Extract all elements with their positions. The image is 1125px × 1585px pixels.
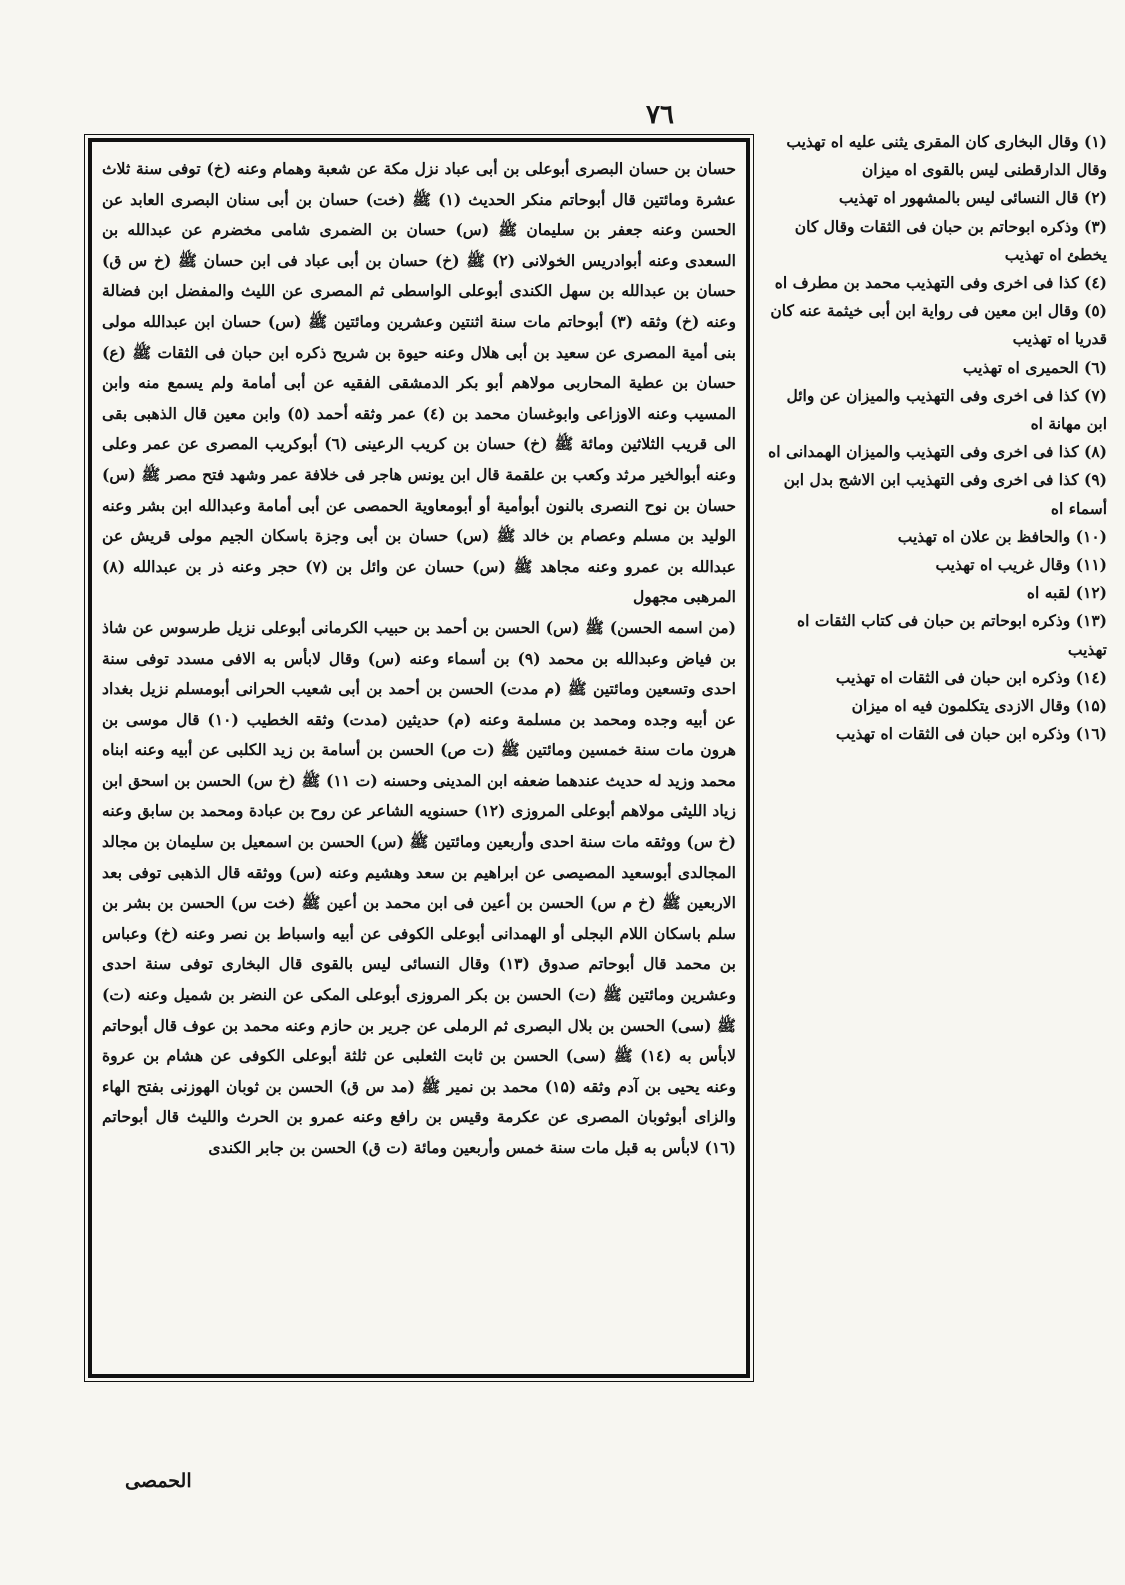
main-paragraph: حسان بن حسان البصری أبوعلی بن أبی عباد نزل مکة عن شعبة وهمام وعنه (خ) توفی سنة ثلاث عشرة ومائتین قال أبوحاتم منکر الحدیث (۱) ﷺ (خت) حسان بن أبی سنان البصری العابد عن الحسن وعنه جعفر بن سلیمان ﷺ (س) حسان بن الضمری شامی مخضرم عن عبدالله بن السعدی وعنه أبوادریس الخولانی (۲) ﷺ (خ) حسان بن أبی عباد فی ابن حسان ﷺ (خ س ق) حسان بن عبدالله بن سهل الکندی أبوعلی الواسطی ثم المصری عن اللیث والمفضل ابن فضالة وعنه (خ) وثقه (۳) أبوحاتم مات سنة اثنتین وعشرین ومائتین ﷺ (س) حسان ابن عبدالله مولی بنی أمیة المصری عن سعید بن أبی هلال وعنه حیوة بن شریح ذکره ابن حبان فی الثقات ﷺ (ع) حسان بن عطیة المحاربی مولاهم أبو بکر الدمشقی الفقیه عن أبی أمامة ولم یسمع منه وابن المسیب وعنه الاوزاعی وابوغسان محمد بن (٤) عمر وثقه أحمد (٥) وابن معین قال الذهبی بقی الی قریب الثلاثین ومائة ﷺ (خ) حسان بن کریب الرعینی (٦) أبوکریب المصری عن عمر وعلی وعنه أبوالخیر مرثد وکعب بن علقمة قال ابن یونس هاجر فی خلافة عمر وشهد فتح مصر ﷺ (س) حسان بن نوح النصری بالنون أبوأمیة أو أبومعاویة الحمصی عن أبی أمامة وعبدالله ابن بشر وعنه الولید بن مسلم وعصام بن خالد ﷺ (س) حسان بن أبی وجزة باسکان الجیم مولی قریش عن عبدالله بن عمرو وعنه مجاهد ﷺ (س) حسان عن وائل بن (۷) حجر وعنه ذر بن عبدالله (۸) المرهبی مجهول — [102, 159, 736, 607]
side-note: (۲) قال النسائی لیس بالمشهور اه تهذیب — [838, 188, 1107, 208]
side-note: (٥) وقال ابن معین فی روایة ابن أبی خیثمة عنه کان قدریا اه تهذیب — [770, 301, 1107, 349]
main-text — [102, 154, 736, 1164]
side-note: (۱۲) لقبه اه — [1026, 583, 1107, 603]
side-note: (۳) وذکره ابوحاتم بن حبان فی الثقات وقال کان یخطئ اه تهذیب — [794, 216, 1107, 264]
page-number: ٧٦ — [646, 100, 674, 130]
side-note: (۱٤) وذکره ابن حبان فی الثقات اه تهذیب — [835, 667, 1107, 687]
side-note: (۱۰) والحافظ بن علان اه تهذیب — [897, 526, 1107, 546]
side-note: (۷) کذا فی اخری وفی التهذیب والمیزان عن وائل ابن مهانة اه — [786, 385, 1107, 434]
side-note: (۱۱) وقال غریب اه تهذیب — [935, 555, 1107, 575]
side-note: (۱٦) وذکره ابن حبان فی الثقات اه تهذیب — [835, 724, 1107, 744]
main-paragraph: (من اسمه الحسن) ﷺ (س) الحسن بن أحمد بن حبیب الکرمانی أبوعلی نزیل طرسوس عن شاذ بن فیاض وعبدالله بن محمد (۹) بن أسماء وعنه (س) وقال لابأس به الافی مسدد توفی سنة احدی وتسعین ومائتین ﷺ (م مدت) الحسن بن أحمد بن أبی شعیب الحرانی أبومسلم نزیل بغداد عن أبیه وجده ومحمد بن مسلمة وعنه (م) حدیثین (مدت) وثقه الخطیب (۱۰) قال موسی بن هرون مات سنة خمسین ومائتین ﷺ (ت ص) الحسن بن أسامة بن زید الکلبی عن أبیه وعنه ابناه محمد وزید له حدیث عندهما ضعفه ابن المدینی وحسنه (ت ۱۱) ﷺ (خ س) الحسن بن اسحق ابن زیاد اللیثی مولاهم أبوعلی المروزی (۱۲) حسنویه الشاعر عن روح بن عبادة ومحمد بن سابق وعنه (خ س) ووثقه مات سنة احدی وأربعین ومائتین ﷺ (س) الحسن بن اسمعیل بن سلیمان بن مجالد المجالدی أبوسعید المصیصی عن ابراهیم بن سعد وهشیم وعنه (س) ووثقه قال الذهبی توفی بعد الاربعین ﷺ (خ م س) الحسن بن أعین فی ابن محمد بن أعین ﷺ (خت س) الحسن بن بشر بن سلم باسکان اللام البجلی أو الهمدانی أبوعلی الکوفی عن أبیه واسباط بن نصر وعنه (خ) وعباس بن محمد قال أبوحاتم صدوق (۱۳) وقال النسائی لیس بالقوی قال البخاری توفی سنة احدی وعشرین ومائتین ﷺ (ت) الحسن بن بکر المروزی أبوعلی المکی عن النضر بن شمیل وعنه (ت) ﷺ (سی) الحسن بن بلال البصری ثم الرملی عن جریر بن حازم وعنه محمد بن عوف قال أبوحاتم لابأس به (۱٤) ﷺ (سی) الحسن بن ثابت الثعلبی عن ثلثة أبوعلی الکوفی عن هشام بن عروة وعنه یحیی بن آدم وثقه (۱۵) محمد بن نمیر ﷺ (مد س ق) الحسن بن ثوبان الهوزنی بفتح الهاء والزای أبوثوبان المصری عن عکرمة وقیس بن رافع وعنه عمرو بن الحرث واللیث قال أبوحاتم (۱٦) لابأس به قبل مات سنة خمس وأربعین ومائة (ت ق) الحسن بن جابر الکندی — [102, 617, 737, 1157]
side-note: (۱۵) وقال الازدی یتکلمون فیه اه میزان — [851, 696, 1107, 716]
catchword: الحمصی — [125, 1470, 192, 1492]
main-text-frame — [88, 138, 750, 1378]
side-note: (٤) کذا فی اخری وفی التهذیب محمد بن مطرف اه — [774, 273, 1107, 293]
side-note: (۱) وقال البخاری کان المقری یثنی علیه اه تهذیب وقال الدارقطنی لیس بالقوی اه میزان — [786, 132, 1107, 180]
side-note: (۱۳) وذکره ابوحاتم بن حبان فی کتاب الثقات اه تهذیب — [797, 611, 1107, 659]
side-note: (٦) الحمیری اه تهذیب — [962, 357, 1107, 377]
side-note: (۹) کذا فی اخری وفی التهذیب ابن الاشج بدل ابن أسماء اه — [783, 470, 1107, 518]
side-note: (۸) کذا فی اخری وفی التهذیب والمیزان الهمدانی اه — [768, 442, 1107, 462]
side-notes — [762, 128, 1107, 1408]
